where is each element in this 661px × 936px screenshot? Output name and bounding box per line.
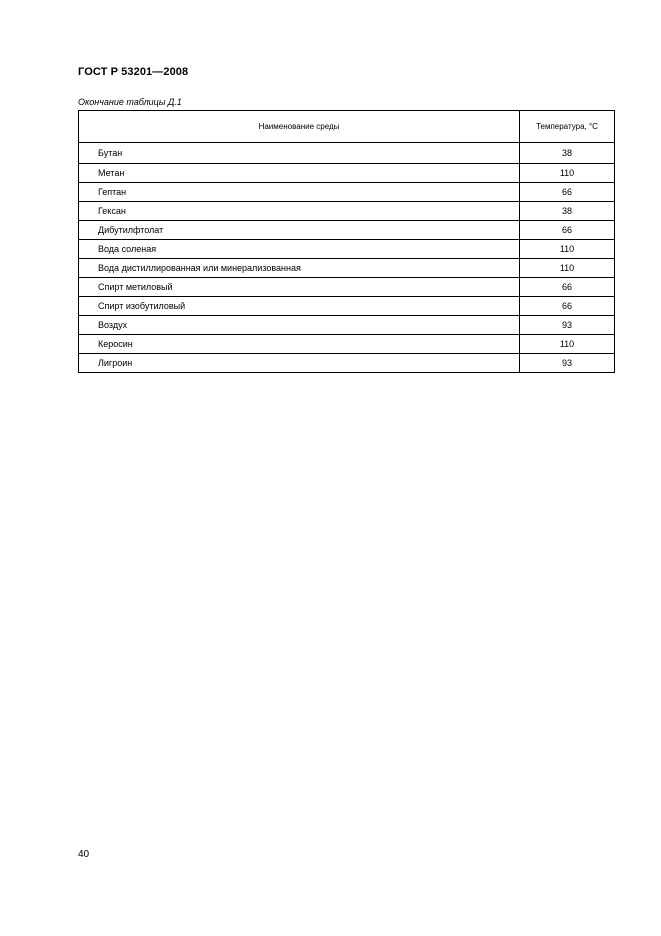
media-temperature-table xyxy=(78,110,615,373)
temperature-cell: 38 xyxy=(520,202,615,221)
medium-name-cell: Спирт метиловый xyxy=(79,278,520,297)
medium-name-cell: Лигроин xyxy=(79,354,520,373)
table-row xyxy=(79,297,615,316)
table-row xyxy=(79,164,615,183)
table-row xyxy=(79,259,615,278)
medium-name-cell: Гексан xyxy=(79,202,520,221)
temperature-cell: 110 xyxy=(520,164,615,183)
temperature-cell: 38 xyxy=(520,143,615,164)
temperature-cell: 66 xyxy=(520,278,615,297)
table-row xyxy=(79,316,615,335)
table-caption: Окончание таблицы Д.1 xyxy=(78,97,182,107)
table-row xyxy=(79,240,615,259)
temperature-cell: 66 xyxy=(520,221,615,240)
medium-name-cell: Бутан xyxy=(79,143,520,164)
table-row xyxy=(79,202,615,221)
temperature-cell: 110 xyxy=(520,335,615,354)
table-header-row xyxy=(79,111,615,143)
medium-name-cell: Воздух xyxy=(79,316,520,335)
temperature-cell: 93 xyxy=(520,354,615,373)
table-row xyxy=(79,335,615,354)
column-header-temperature: Температура, °С xyxy=(520,111,615,143)
page-number: 40 xyxy=(78,849,90,860)
temperature-cell: 110 xyxy=(520,259,615,278)
temperature-cell: 93 xyxy=(520,316,615,335)
table-row xyxy=(79,278,615,297)
medium-name-cell: Вода соленая xyxy=(79,240,520,259)
table-row xyxy=(79,183,615,202)
medium-name-cell: Вода дистиллированная или минерализованная xyxy=(79,259,520,278)
column-header-medium: Наименование среды xyxy=(79,111,520,143)
medium-name-cell: Спирт изобутиловый xyxy=(79,297,520,316)
table-row xyxy=(79,221,615,240)
table-row xyxy=(79,354,615,373)
temperature-cell: 110 xyxy=(520,240,615,259)
medium-name-cell: Керосин xyxy=(79,335,520,354)
temperature-cell: 66 xyxy=(520,183,615,202)
medium-name-cell: Метан xyxy=(79,164,520,183)
medium-name-cell: Дибутилфтолат xyxy=(79,221,520,240)
temperature-cell: 66 xyxy=(520,297,615,316)
medium-name-cell: Гептан xyxy=(79,183,520,202)
table-row xyxy=(79,143,615,164)
document-title: ГОСТ Р 53201—2008 xyxy=(78,66,189,78)
